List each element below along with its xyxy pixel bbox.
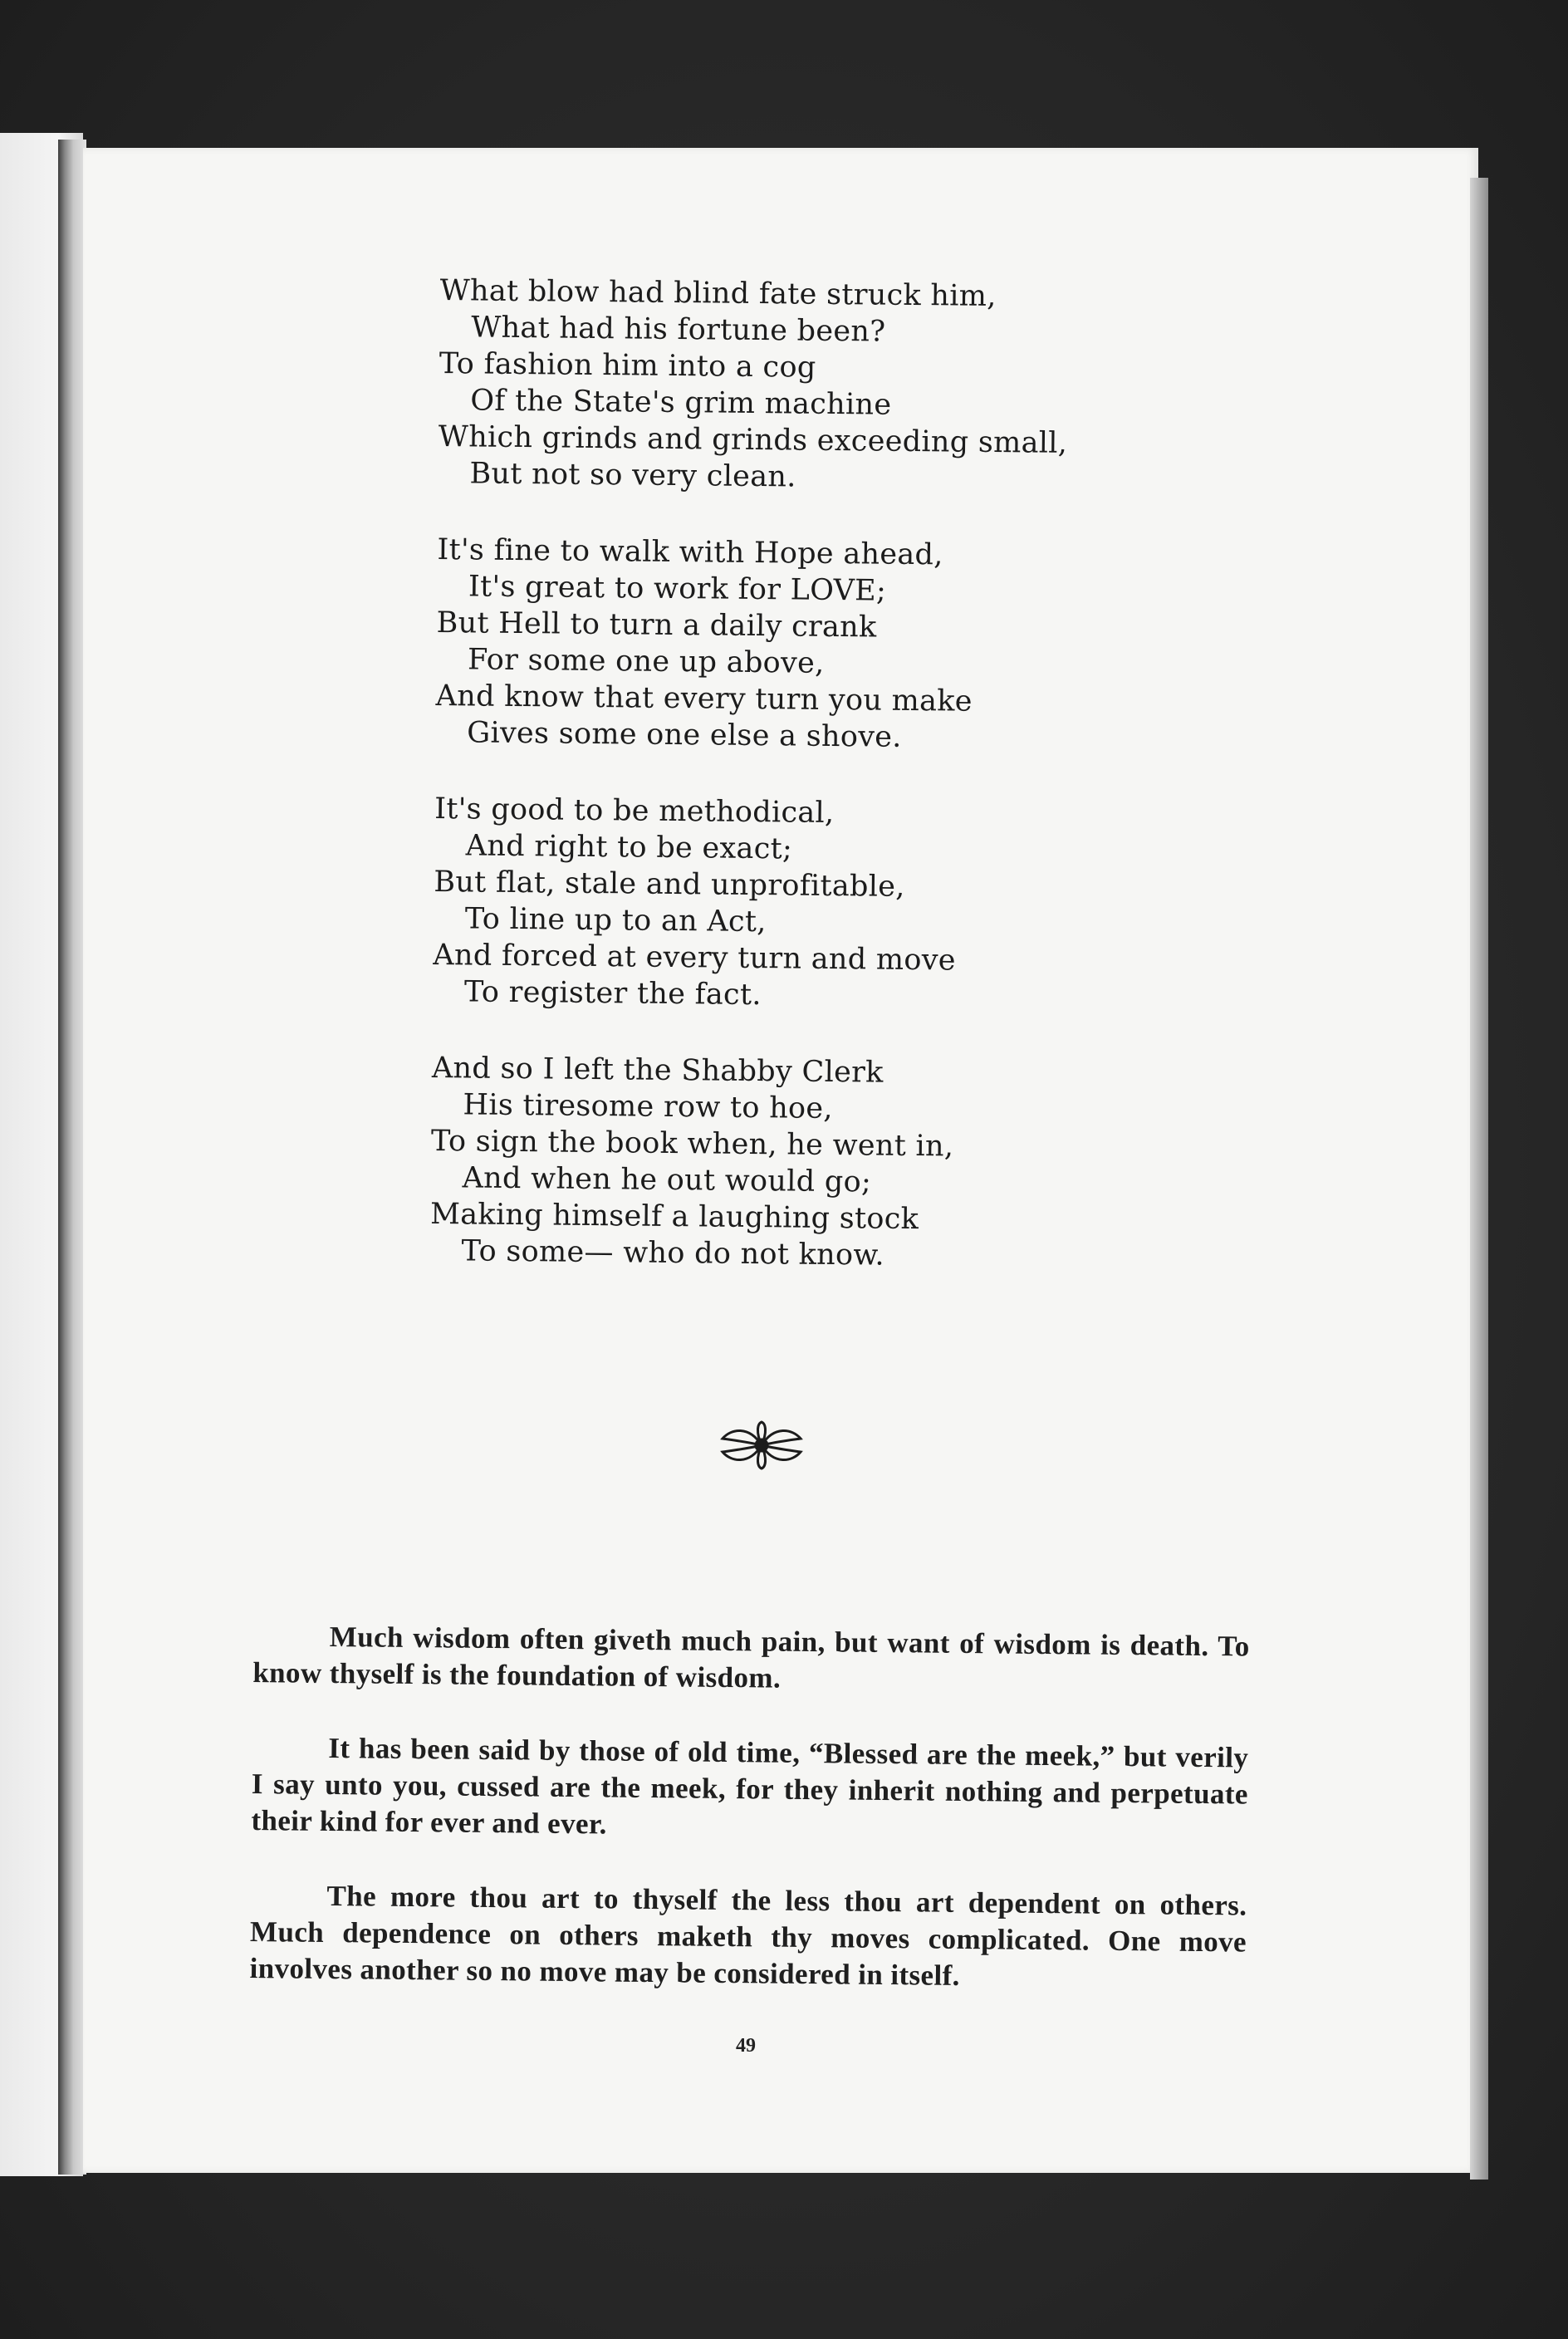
- prose-paragraph: It has been said by those of old time, “Blessed are the meek,” but verily I say unto you, cussed are the meek, for they inherit nothing and perpetuate their kind for ever and ever.: [251, 1731, 1249, 1841]
- poem-line: To fashion him into a cog: [439, 346, 816, 385]
- poem-line: And when he out would go;: [462, 1161, 872, 1199]
- poem-stanza: [435, 532, 1185, 758]
- poem-line: To some— who do not know.: [461, 1234, 885, 1272]
- poem-line: But not so very clean.: [469, 457, 796, 494]
- poem-line: And know that every turn you make: [435, 679, 973, 718]
- page-number: 49: [736, 2035, 756, 2057]
- page-edge-shadow: [1470, 178, 1488, 2180]
- poem-line: It's great to work for LOVE;: [468, 570, 887, 608]
- poem-line: Gives some one else a shove.: [466, 716, 902, 754]
- poem: [429, 272, 1188, 1317]
- prose-section: [249, 1618, 1250, 2036]
- poem-stanza: [438, 272, 1188, 499]
- poem-line: And so I left the Shabby Clerk: [431, 1051, 884, 1090]
- poem-line: His tiresome row to hoe,: [463, 1088, 834, 1126]
- poem-line: And forced at every turn and move: [433, 938, 957, 978]
- poem-line: But flat, stale and unprofitable,: [434, 865, 905, 904]
- poem-line: For some one up above,: [467, 643, 825, 680]
- poem-line: And right to be exact;: [465, 829, 793, 866]
- poem-line: Making himself a laughing stock: [429, 1197, 919, 1237]
- poem-line: To register the fact.: [463, 975, 762, 1013]
- floral-ornament-icon: [716, 1420, 807, 1470]
- poem-line: What blow had blind fate struck him,: [439, 273, 997, 314]
- poem-line: To line up to an Act,: [464, 902, 767, 939]
- book-gutter: [58, 140, 86, 2175]
- poem-line: Of the State's grim machine: [470, 384, 892, 422]
- poem-line: It's fine to walk with Hope ahead,: [437, 532, 943, 572]
- poem-line: What had his fortune been?: [471, 311, 886, 349]
- poem-line: Which grinds and grinds exceeding small,: [438, 419, 1068, 460]
- poem-stanza: [433, 791, 1183, 1017]
- poem-line: But Hell to turn a daily crank: [436, 606, 877, 645]
- poem-stanza: [429, 1050, 1179, 1277]
- prose-paragraph: The more thou art to thyself the less thou art dependent on others. Much dependence on others maketh thy moves complicated. One move involves another so no move may be considered in itself.: [249, 1879, 1247, 1992]
- prose-paragraph: Much wisdom often giveth much pain, but want of wisdom is death. To know thyself is the foundation of wisdom.: [252, 1620, 1250, 1694]
- poem-line: It's good to be methodical,: [434, 792, 835, 831]
- poem-line: To sign the book when, he went in,: [430, 1124, 954, 1164]
